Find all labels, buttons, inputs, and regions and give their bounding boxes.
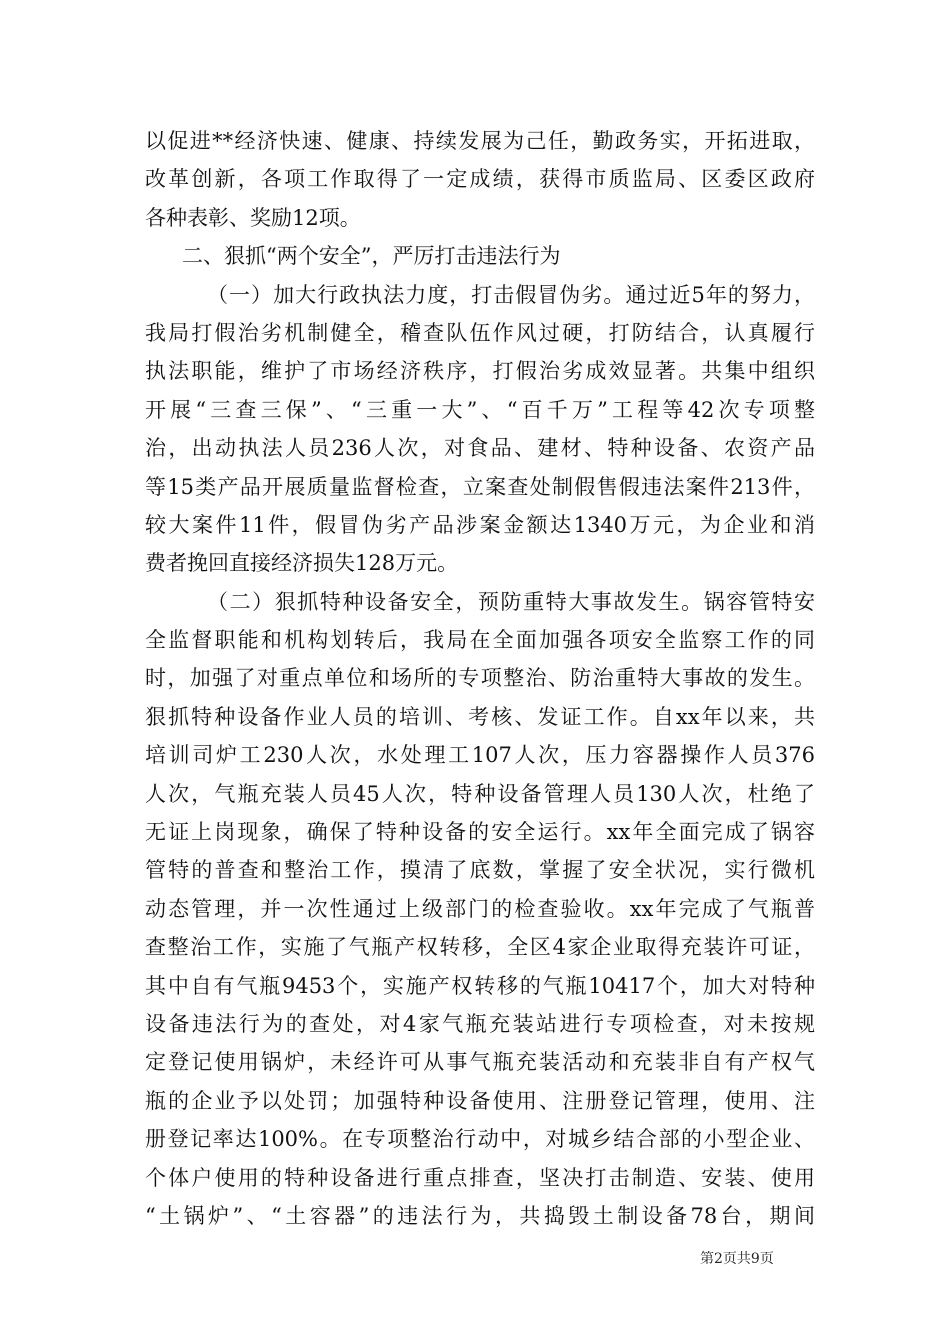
text-line: 动态管理，并一次性通过上级部门的检查验收。xx年完成了气瓶普	[145, 896, 815, 921]
text-line: 人次，气瓶充装人员45人次，特种设备管理人员130人次，杜绝了	[145, 781, 815, 806]
section-heading: 二、狠抓“两个安全”，严厉打击违法行为	[182, 244, 561, 269]
text-line: 狠抓特种设备作业人员的培训、考核、发证工作。自xx年以来，共	[145, 704, 815, 729]
text-line: 等15类产品开展质量监督检查，立案查处制假售假违法案件213件，	[145, 474, 815, 499]
text-line: 设备违法行为的查处，对4家气瓶充装站进行专项检查，对未按规	[145, 1011, 815, 1036]
text-line: 管特的普查和整治工作，摸清了底数，掌握了安全状况，实行微机	[145, 858, 815, 883]
text-line: “土锅炉”、“土容器”的违法行为，共捣毁土制设备78台，期间	[145, 1203, 815, 1228]
text-line: 个体户使用的特种设备进行重点排查，坚决打击制造、安装、使用	[145, 1165, 815, 1190]
text-line: 开展“三查三保”、“三重一大”、“百千万”工程等42次专项整	[145, 397, 815, 422]
text-line: 改革创新，各项工作取得了一定成绩，获得市质监局、区委区政府	[145, 167, 815, 192]
text-line: 以促进**经济快速、健康、持续发展为己任，勤政务实，开拓进取，	[145, 129, 815, 153]
text-line: 各种表彰、奖励12项。	[145, 205, 361, 230]
page-number: 第2页共9页	[700, 1251, 774, 1267]
text-line: （一）加大行政执法力度，打击假冒伪劣。通过近5年的努力，	[207, 282, 815, 307]
text-line: 查整治工作，实施了气瓶产权转移，全区4家企业取得充装许可证，	[145, 935, 815, 960]
text-line: （二）狠抓特种设备安全，预防重特大事故发生。锅容管特安	[207, 589, 815, 614]
text-line: 瓶的企业予以处罚；加强特种设备使用、注册登记管理，使用、注	[145, 1088, 815, 1113]
text-line: 较大案件11件，假冒伪劣产品涉案金额达1340万元，为企业和消	[145, 512, 815, 537]
text-line: 费者挽回直接经济损失128万元。	[145, 551, 459, 576]
text-line: 我局打假治劣机制健全，稽查队伍作风过硬，打防结合，认真履行	[145, 320, 815, 345]
text-line: 时，加强了对重点单位和场所的专项整治、防治重特大事故的发生。	[145, 666, 815, 691]
text-line: 执法职能，维护了市场经济秩序，打假治劣成效显著。共集中组织	[145, 359, 815, 384]
text-line: 全监督职能和机构划转后，我局在全面加强各项安全监察工作的同	[145, 628, 815, 653]
text-line: 其中自有气瓶9453个，实施产权转移的气瓶10417个，加大对特种	[145, 973, 815, 998]
text-line: 定登记使用锅炉，未经许可从事气瓶充装活动和充装非自有产权气	[145, 1050, 815, 1075]
text-line: 无证上岗现象，确保了特种设备的安全运行。xx年全面完成了锅容	[145, 820, 815, 845]
document-body	[145, 122, 815, 1235]
text-line: 培训司炉工230人次，水处理工107人次，压力容器操作人员376	[145, 743, 815, 768]
text-line: 治，出动执法人员236人次，对食品、建材、特种设备、农资产品	[145, 436, 815, 461]
text-line: 册登记率达100%。在专项整治行动中，对城乡结合部的小型企业、	[145, 1127, 815, 1152]
